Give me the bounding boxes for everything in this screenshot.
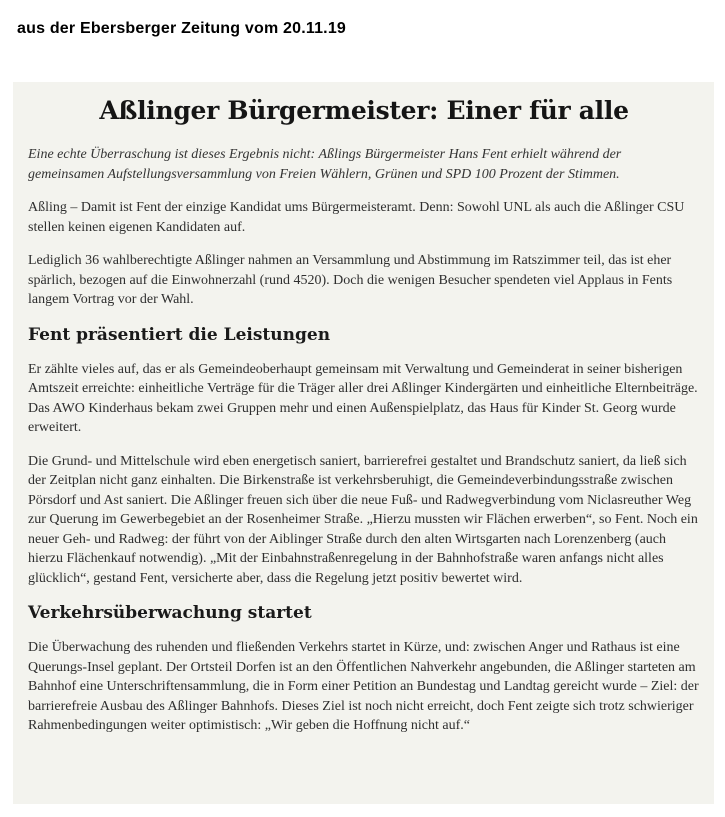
section-heading: Fent präsentiert die Leistungen bbox=[28, 324, 331, 345]
paragraph: Lediglich 36 wahlberechtigte Aßlinger nahmen an Versammlung und Abstimmung im Ratszimmer teil, das ist eher spärlich, bezogen auf die Einwohnerzahl (rund 4520). Doch die wenigen Besucher spendeten viel Applaus in Fents langem Vortrag vor der Wahl. bbox=[28, 253, 673, 307]
article-headline: Aßlinger Bürgermeister: Einer für alle bbox=[99, 96, 629, 125]
article-lead: Eine echte Überraschung ist dieses Ergebnis nicht: Aßlings Bürgermeister Hans Fent erhielt während der gemeinsamen Aufstellungsversammlung von Freien Wählern, Grünen und SPD 100 Prozent der Stimmen. bbox=[28, 147, 622, 182]
section-heading: Verkehrsüberwachung startet bbox=[28, 603, 312, 623]
paragraph: Er zählte vieles auf, das er als Gemeindeoberhaupt gemeinsam mit Verwaltung und Gemeinderat in seiner bisherigen Amtszeit erreichte: einheitliche Verträge für die Träger aller drei Aßlinger Kindergärten und einheitliche Elternbeiträge. Das AWO Kinderhaus bekam zwei Gruppen mehr und einen Außenspielplatz, das Haus für Kinder St. Georg wurde erweitert. bbox=[28, 361, 698, 435]
paragraph: Aßling – Damit ist Fent der einzige Kandidat ums Bürgermeisteramt. Denn: Sowohl UNL als auch die Aßlinger CSU stellen keinen eigenen Kandidaten auf. bbox=[28, 200, 685, 235]
paragraph: Die Überwachung des ruhenden und fließenden Verkehrs startet in Kürze, und: zwischen Anger und Rathaus ist eine Querungs-Insel geplant. Der Ortsteil Dorfen ist an den Öffentlichen Nahverkehr angebunden, die Aßlinger starteten am Bahnhof eine Unterschriftensammlung, die in Form einer Petition an Bundestag und Landtag gereicht wurde – Ziel: der barrierefreie Ausbau des Aßlinger Bahnhofs. Dieses Ziel ist noch nicht erreicht, doch Fent zeigte sich trotz schwieriger Rahmenbedingungen weiter optimistisch: „Wir geben die Hoffnung nicht auf.“ bbox=[28, 640, 699, 733]
source-caption: aus der Ebersberger Zeitung vom 20.11.19 bbox=[17, 20, 347, 37]
article-clipping bbox=[13, 82, 714, 804]
paragraph: Die Grund- und Mittelschule wird eben energetisch saniert, barrierefrei gestaltet und Brandschutz saniert, da ließ sich der Zeitplan nicht ganz einhalten. Die Birkenstraße ist verkehrsberuhigt, die Gemeindeverbindungsstraße zwischen Pörsdorf und Ast saniert. Die Aßlinger freuen sich über die neue Fuß- und Radwegverbindung vom Niclasreuther Weg zur Querung im Gewerbegebiet an der Rosenheimer Straße. „Hierzu mussten wir Flächen erwerben“, so Fent. Noch ein neuer Geh- und Radweg: der führt von der Aiblinger Straße durch den alten Wirtsgarten nach Lorenzenberg (auch hierzu Flächenkauf notwendig). „Mit der Einbahnstraßenregelung in der Bahnhofstraße waren anfangs nicht alles glücklich“, gestand Fent, versicherte aber, dass die Regelung jetzt positiv bewertet wird. bbox=[28, 453, 698, 586]
